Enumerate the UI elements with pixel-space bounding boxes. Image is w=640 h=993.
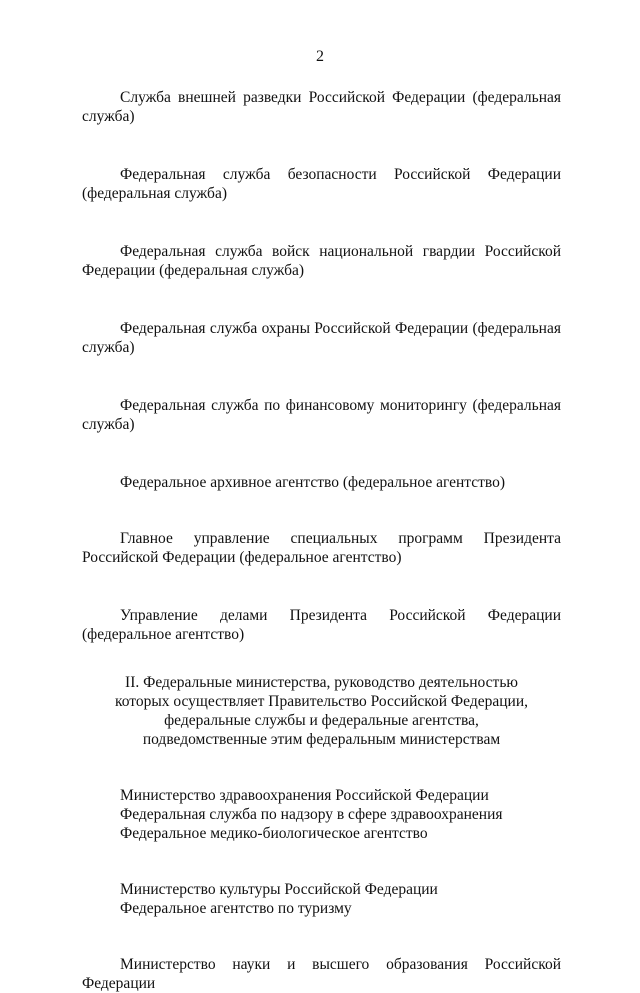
group-culture bbox=[82, 880, 561, 918]
entry-minkult: Министерство культуры Российской Федерации bbox=[120, 881, 438, 898]
entry-minobrnauki: Министерство науки и высшего образования Российской Федерации bbox=[82, 956, 561, 992]
entry-gusp: Главное управление специальных программ Президента Российской Федерации (федеральное агентство) bbox=[82, 530, 561, 566]
entry-rosfinmonitoring: Федеральная служба по финансовому мониторингу (федеральная служба) bbox=[82, 397, 561, 433]
entry-presidential-affairs: Управление делами Президента Российской Федерации (федеральное агентство) bbox=[82, 607, 561, 643]
document-body bbox=[82, 88, 561, 993]
entry-fso: Федеральная служба охраны Российской Федерации (федеральная служба) bbox=[82, 320, 561, 356]
entry-rosarchiv: Федеральное архивное агентство (федеральное агентство) bbox=[120, 474, 506, 491]
section-heading-line: II. Федеральные министерства, руководство деятельностью bbox=[125, 674, 518, 691]
page-number: 2 bbox=[316, 48, 324, 65]
entry-fsb: Федеральная служба безопасности Российской Федерации (федеральная служба) bbox=[82, 166, 561, 202]
section-heading-ii bbox=[82, 673, 561, 749]
entry-svr: Служба внешней разведки Российской Федерации (федеральная служба) bbox=[82, 89, 561, 125]
section-heading-line: федеральные службы и федеральные агентства, bbox=[164, 712, 479, 729]
entry-rosturizm: Федеральное агентство по туризму bbox=[120, 900, 352, 917]
entry-fmba: Федеральное медико-биологическое агентство bbox=[120, 825, 428, 842]
section-heading-line: подведомственные этим федеральным министерствам bbox=[142, 731, 501, 748]
group-health bbox=[82, 786, 561, 843]
entry-roszdravnadzor: Федеральная служба по надзору в сфере здравоохранения bbox=[120, 806, 503, 823]
section-heading-line: которых осуществляет Правительство Российской Федерации, bbox=[114, 693, 529, 710]
entry-minzdrav: Министерство здравоохранения Российской Федерации bbox=[120, 787, 489, 804]
entry-rosgvardia: Федеральная служба войск национальной гвардии Российской Федерации (федеральная служба) bbox=[82, 243, 561, 279]
